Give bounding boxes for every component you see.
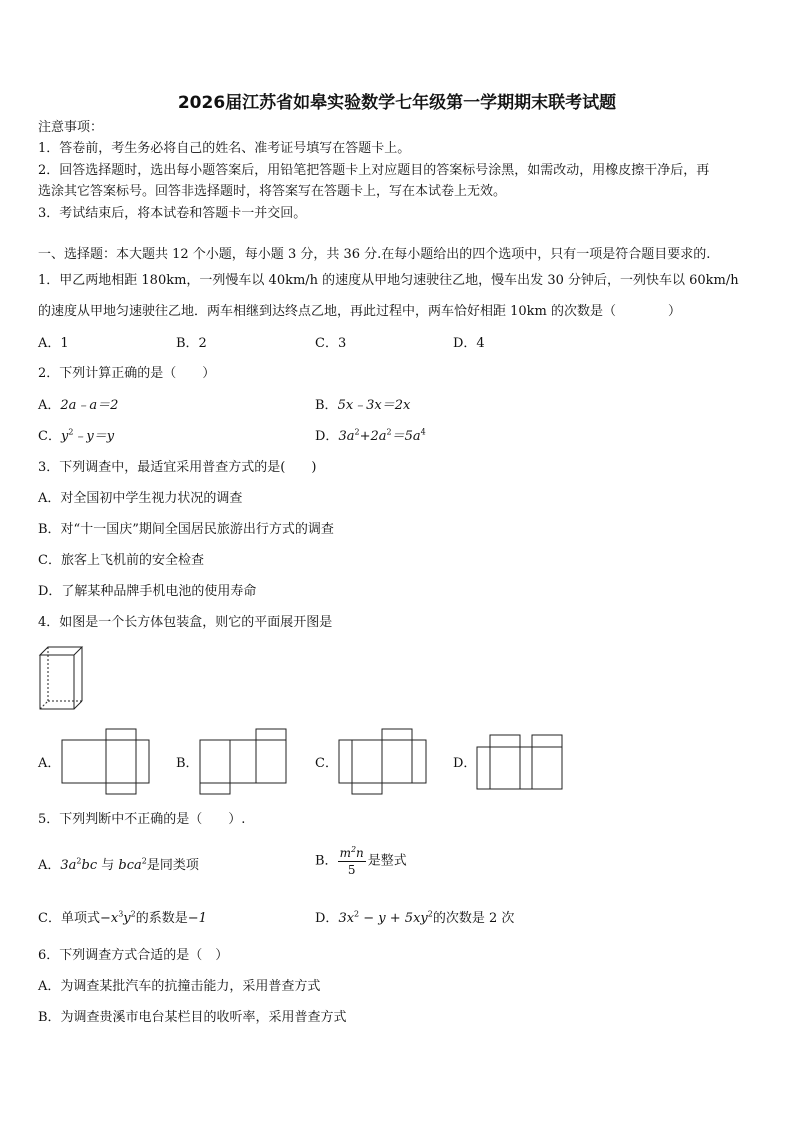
question-5-stem: 5．下列判断中不正确的是（ ）. bbox=[38, 812, 246, 827]
math-term: +2a bbox=[359, 429, 387, 444]
q4-option-a-net bbox=[60, 728, 152, 796]
math-term: ﹣y＝y bbox=[73, 429, 115, 444]
q6-option-b: B．为调查贵溪市电台某栏目的收听率，采用普查方式 bbox=[38, 1010, 347, 1025]
cuboid-box-figure bbox=[36, 645, 86, 713]
q5-option-b bbox=[315, 845, 407, 878]
notice-item: 1．答卷前，考生务必将自己的姓名、准考证号填写在答题卡上。 bbox=[38, 141, 411, 156]
option-text: 是同类项 bbox=[146, 858, 199, 873]
math-term: n bbox=[356, 846, 364, 860]
q1-option-d: D．4 bbox=[453, 336, 485, 351]
q4-option-a-label: A． bbox=[38, 756, 61, 771]
q3-option-b: B．对“十一国庆”期间全国居民旅游出行方式的调查 bbox=[38, 522, 334, 537]
math-term: y bbox=[123, 911, 131, 926]
exponent: 2 bbox=[130, 909, 136, 919]
question-3-stem: 3．下列调查中，最适宜采用普查方式的是( ) bbox=[38, 460, 317, 475]
exponent: 2 bbox=[354, 909, 360, 919]
math-term: −1 bbox=[187, 911, 207, 926]
exponent: 2 bbox=[76, 856, 82, 866]
notice-item: 3．考试结束后，将本试卷和答题卡一并交回。 bbox=[38, 206, 307, 221]
option-label: D． bbox=[315, 911, 339, 926]
question-2-stem: 2．下列计算正确的是（ ） bbox=[38, 366, 216, 381]
q3-option-d: D．了解某种品牌手机电池的使用寿命 bbox=[38, 584, 257, 599]
q2-option-a bbox=[38, 398, 118, 414]
page-title: 2026届江苏省如皋实验数学七年级第一学期期末联考试题 bbox=[177, 93, 617, 113]
q5-option-a bbox=[38, 858, 199, 874]
question-1-stem: 1．甲乙两地相距 180km，一列慢车以 40km/h 的速度从甲地匀速驶往乙地，慢车出发 30 分钟后，一列快车以 60km/h bbox=[38, 273, 739, 288]
math-term: 3x bbox=[338, 911, 355, 926]
math-term: 3a bbox=[338, 429, 355, 444]
q4-option-b-label: B． bbox=[176, 756, 199, 771]
notice-heading: 注意事项： bbox=[38, 120, 104, 135]
q2-option-d bbox=[315, 429, 426, 445]
fraction bbox=[338, 845, 366, 878]
option-label: C． bbox=[38, 911, 61, 926]
q5-option-c bbox=[38, 911, 207, 927]
q2-option-c bbox=[38, 429, 114, 445]
math-term: 3a bbox=[60, 858, 77, 873]
math-expression: 2a﹣a＝2 bbox=[60, 398, 119, 413]
exponent: 2 bbox=[68, 427, 74, 437]
option-label: B． bbox=[315, 853, 338, 869]
math-term: y bbox=[60, 429, 69, 444]
math-term: − y + 5xy bbox=[359, 911, 428, 926]
q4-option-b-net bbox=[198, 728, 290, 796]
exponent: 2 bbox=[350, 845, 357, 854]
q1-option-c: C．3 bbox=[315, 336, 347, 351]
option-text: 的系数是 bbox=[135, 911, 188, 926]
math-term: bca bbox=[118, 858, 142, 873]
q4-option-c-label: C． bbox=[315, 756, 338, 771]
option-text: 的次数是 2 次 bbox=[432, 911, 515, 926]
math-term: m bbox=[339, 846, 351, 860]
question-6-stem: 6．下列调查方式合适的是（ ） bbox=[38, 948, 229, 963]
math-expression: 5x﹣3x＝2x bbox=[337, 398, 411, 413]
question-1-stem-cont: 的速度从甲地匀速驶往乙地．两车相继到达终点乙地，再此过程中，两车恰好相距 10km 的次数是（ ） bbox=[38, 304, 682, 319]
exponent: 3 bbox=[118, 909, 124, 919]
notice-item: 2．回答选择题时，选出每小题答案后，用铅笔把答题卡上对应题目的答案标号涂黑，如需改动，用橡皮擦干净后，再 bbox=[38, 163, 710, 178]
option-label: C． bbox=[38, 429, 61, 444]
exponent: 2 bbox=[386, 427, 392, 437]
q5-option-d bbox=[315, 911, 514, 927]
q4-option-d-label: D． bbox=[453, 756, 477, 771]
q3-option-a: A．对全国初中学生视力状况的调查 bbox=[38, 491, 243, 506]
connector-text: 与 bbox=[97, 858, 119, 873]
q1-option-a: A．1 bbox=[38, 336, 69, 351]
exponent: 2 bbox=[354, 427, 360, 437]
option-label: A． bbox=[38, 398, 61, 413]
option-text: 是整式 bbox=[367, 853, 407, 869]
math-term: ＝5a bbox=[391, 429, 421, 444]
math-term: bc bbox=[81, 858, 98, 873]
exponent: 4 bbox=[420, 427, 426, 437]
option-text: 单项式 bbox=[60, 911, 100, 926]
notice-item: 选涂其它答案标号。回答非选择题时，将答案写在答题卡上，写在本试卷上无效。 bbox=[38, 184, 507, 199]
q6-option-a: A．为调查某批汽车的抗撞击能力，采用普查方式 bbox=[38, 979, 321, 994]
q2-option-b bbox=[315, 398, 410, 414]
q1-option-b: B．2 bbox=[176, 336, 207, 351]
question-4-stem: 4．如图是一个长方体包装盒，则它的平面展开图是 bbox=[38, 615, 333, 630]
math-term: −x bbox=[99, 911, 119, 926]
option-label: B． bbox=[315, 398, 338, 413]
exponent: 2 bbox=[141, 856, 147, 866]
section-heading: 一、选择题：本大题共 12 个小题，每小题 3 分，共 36 分.在每小题给出的四个选项中，只有一项是符合题目要求的. bbox=[38, 247, 711, 262]
q3-option-c: C．旅客上飞机前的安全检查 bbox=[38, 553, 204, 568]
fraction-numerator bbox=[338, 845, 366, 862]
q4-option-c-net bbox=[337, 728, 429, 796]
option-label: D． bbox=[315, 429, 339, 444]
q4-option-d-net bbox=[475, 733, 567, 793]
fraction-denominator: 5 bbox=[347, 863, 356, 877]
option-label: A． bbox=[38, 858, 61, 873]
exponent: 2 bbox=[427, 909, 433, 919]
